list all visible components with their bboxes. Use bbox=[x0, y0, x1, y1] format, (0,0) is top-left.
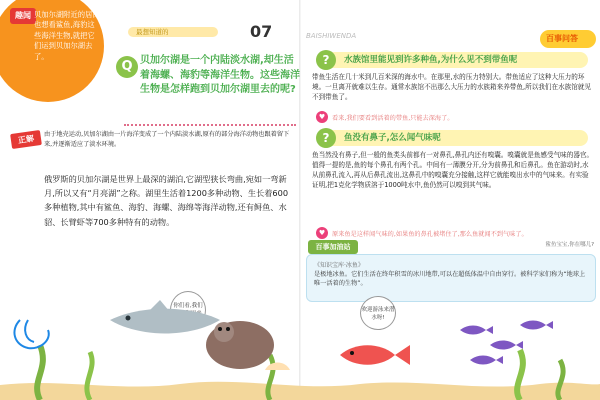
book-logo bbox=[540, 28, 596, 50]
speech-bubble-right: 欢迎游泳来潜水呀! bbox=[360, 296, 396, 330]
underwater-illustration bbox=[0, 300, 600, 400]
question-title-1: 水族馆里能见到许多种鱼,为什么见不到带鱼呢 bbox=[344, 55, 518, 65]
question-title-2: 鱼没有鼻子,怎么闻气味呢 bbox=[344, 133, 441, 143]
tip-text-2: 原来鱼是这样闻气味的,如果鱼的鼻孔被堵住了,那么鱼就闻不到气味了。 bbox=[332, 230, 528, 238]
fact-side-text: 鲨鱼宝宝,你在哪儿? bbox=[545, 242, 594, 248]
tip-text-1: 看来,我们要看到活着的带鱼,只能去深海了。 bbox=[332, 114, 454, 122]
speech-bubble-left: 你们看,我们 bbox=[170, 291, 206, 329]
question-icon: Q bbox=[116, 56, 138, 78]
fun-badge: 趣闻 bbox=[10, 8, 36, 24]
answer-text-1: 带鱼生活在几十米到几百米深的海水中。在那里,水的压力特别大。带鱼适应了这种大压力的环境。一旦离开就难以生存。通常水族馆不出那么大压力的水族箱来养带鱼,所以我们在水族馆就见不到带鱼了。 bbox=[312, 73, 592, 101]
logo-text: 百事问答 bbox=[546, 34, 578, 43]
question-row-2 bbox=[318, 130, 588, 146]
fact-heading: 《知识宝库·冰鱼》 bbox=[314, 262, 364, 269]
pinyin-header: BAISHIWENDA bbox=[306, 32, 357, 40]
header-number: 07 bbox=[250, 22, 273, 41]
question-icon-1: ? bbox=[316, 50, 336, 70]
header-bar bbox=[128, 22, 296, 40]
fact-tag: 百事加油站 bbox=[308, 240, 358, 254]
question-row-1 bbox=[318, 52, 588, 68]
answer-tag: 正解 bbox=[10, 130, 42, 149]
fact-body: 是极地冰鱼。它们生活在终年积雪的冰川地带,可以在超低体温中自由穿行。被科学家们称为“地球上唯一活着的生物”。 bbox=[314, 271, 586, 287]
dotted-divider bbox=[124, 124, 296, 126]
header-text: 最想知道的 bbox=[136, 28, 169, 36]
tip-row-2 bbox=[316, 226, 596, 240]
heart-icon: ♥ bbox=[316, 227, 328, 239]
heart-icon: ♥ bbox=[316, 111, 328, 123]
answer-text: 由于地壳运动,贝加尔湖由一片海洋变成了一个内陆淡水湖,原有的部分海洋动物也跟着留下来,并逐渐适应了淡水环境。 bbox=[44, 131, 290, 148]
question-icon-2: ? bbox=[316, 128, 336, 148]
answer-text-2: 鱼当然没有鼻子,但一般的鱼类头前都有一对鼻孔,鼻孔内还有嗅囊。嗅囊就是鱼感受气味的器官。值得一提的是,鱼的每个鼻孔有两个孔。中间有一薄膜分开,分为前鼻孔和后鼻孔。鱼在游动时,水从前鼻孔流入,再从后鼻孔流出,这鼻孔中的嗅囊充分接触,这样它就能嗅出水中的气味来。有实验证明,把1克化学物质溶于1000吨水中,鱼仍然可以嗅到其气味。 bbox=[312, 151, 594, 189]
article-body: 俄罗斯的贝加尔湖是世界上最深的湖泊,它湖型狭长弯曲,宛如一弯新月,所以又有“月亮湖”之称。湖里生活着1200多种动物、生长着600多种植物,其中有鲨鱼、海豹、海螺、海绵等海洋动物,还有鲟鱼、水貂、长臂虾等700多种特有的动物。 bbox=[44, 174, 289, 227]
tip-row-1 bbox=[316, 110, 596, 124]
corner-text: 贝加尔湖附近的居民也想看鲨鱼,海豹这些海洋生物,就把它们运到贝加尔湖去了。 bbox=[34, 10, 100, 61]
main-question: 贝加尔湖是一个内陆淡水湖,却生活着海螺、海豹等海洋生物。这些海洋生物是怎样跑到贝加尔湖里去的呢? bbox=[140, 55, 300, 95]
